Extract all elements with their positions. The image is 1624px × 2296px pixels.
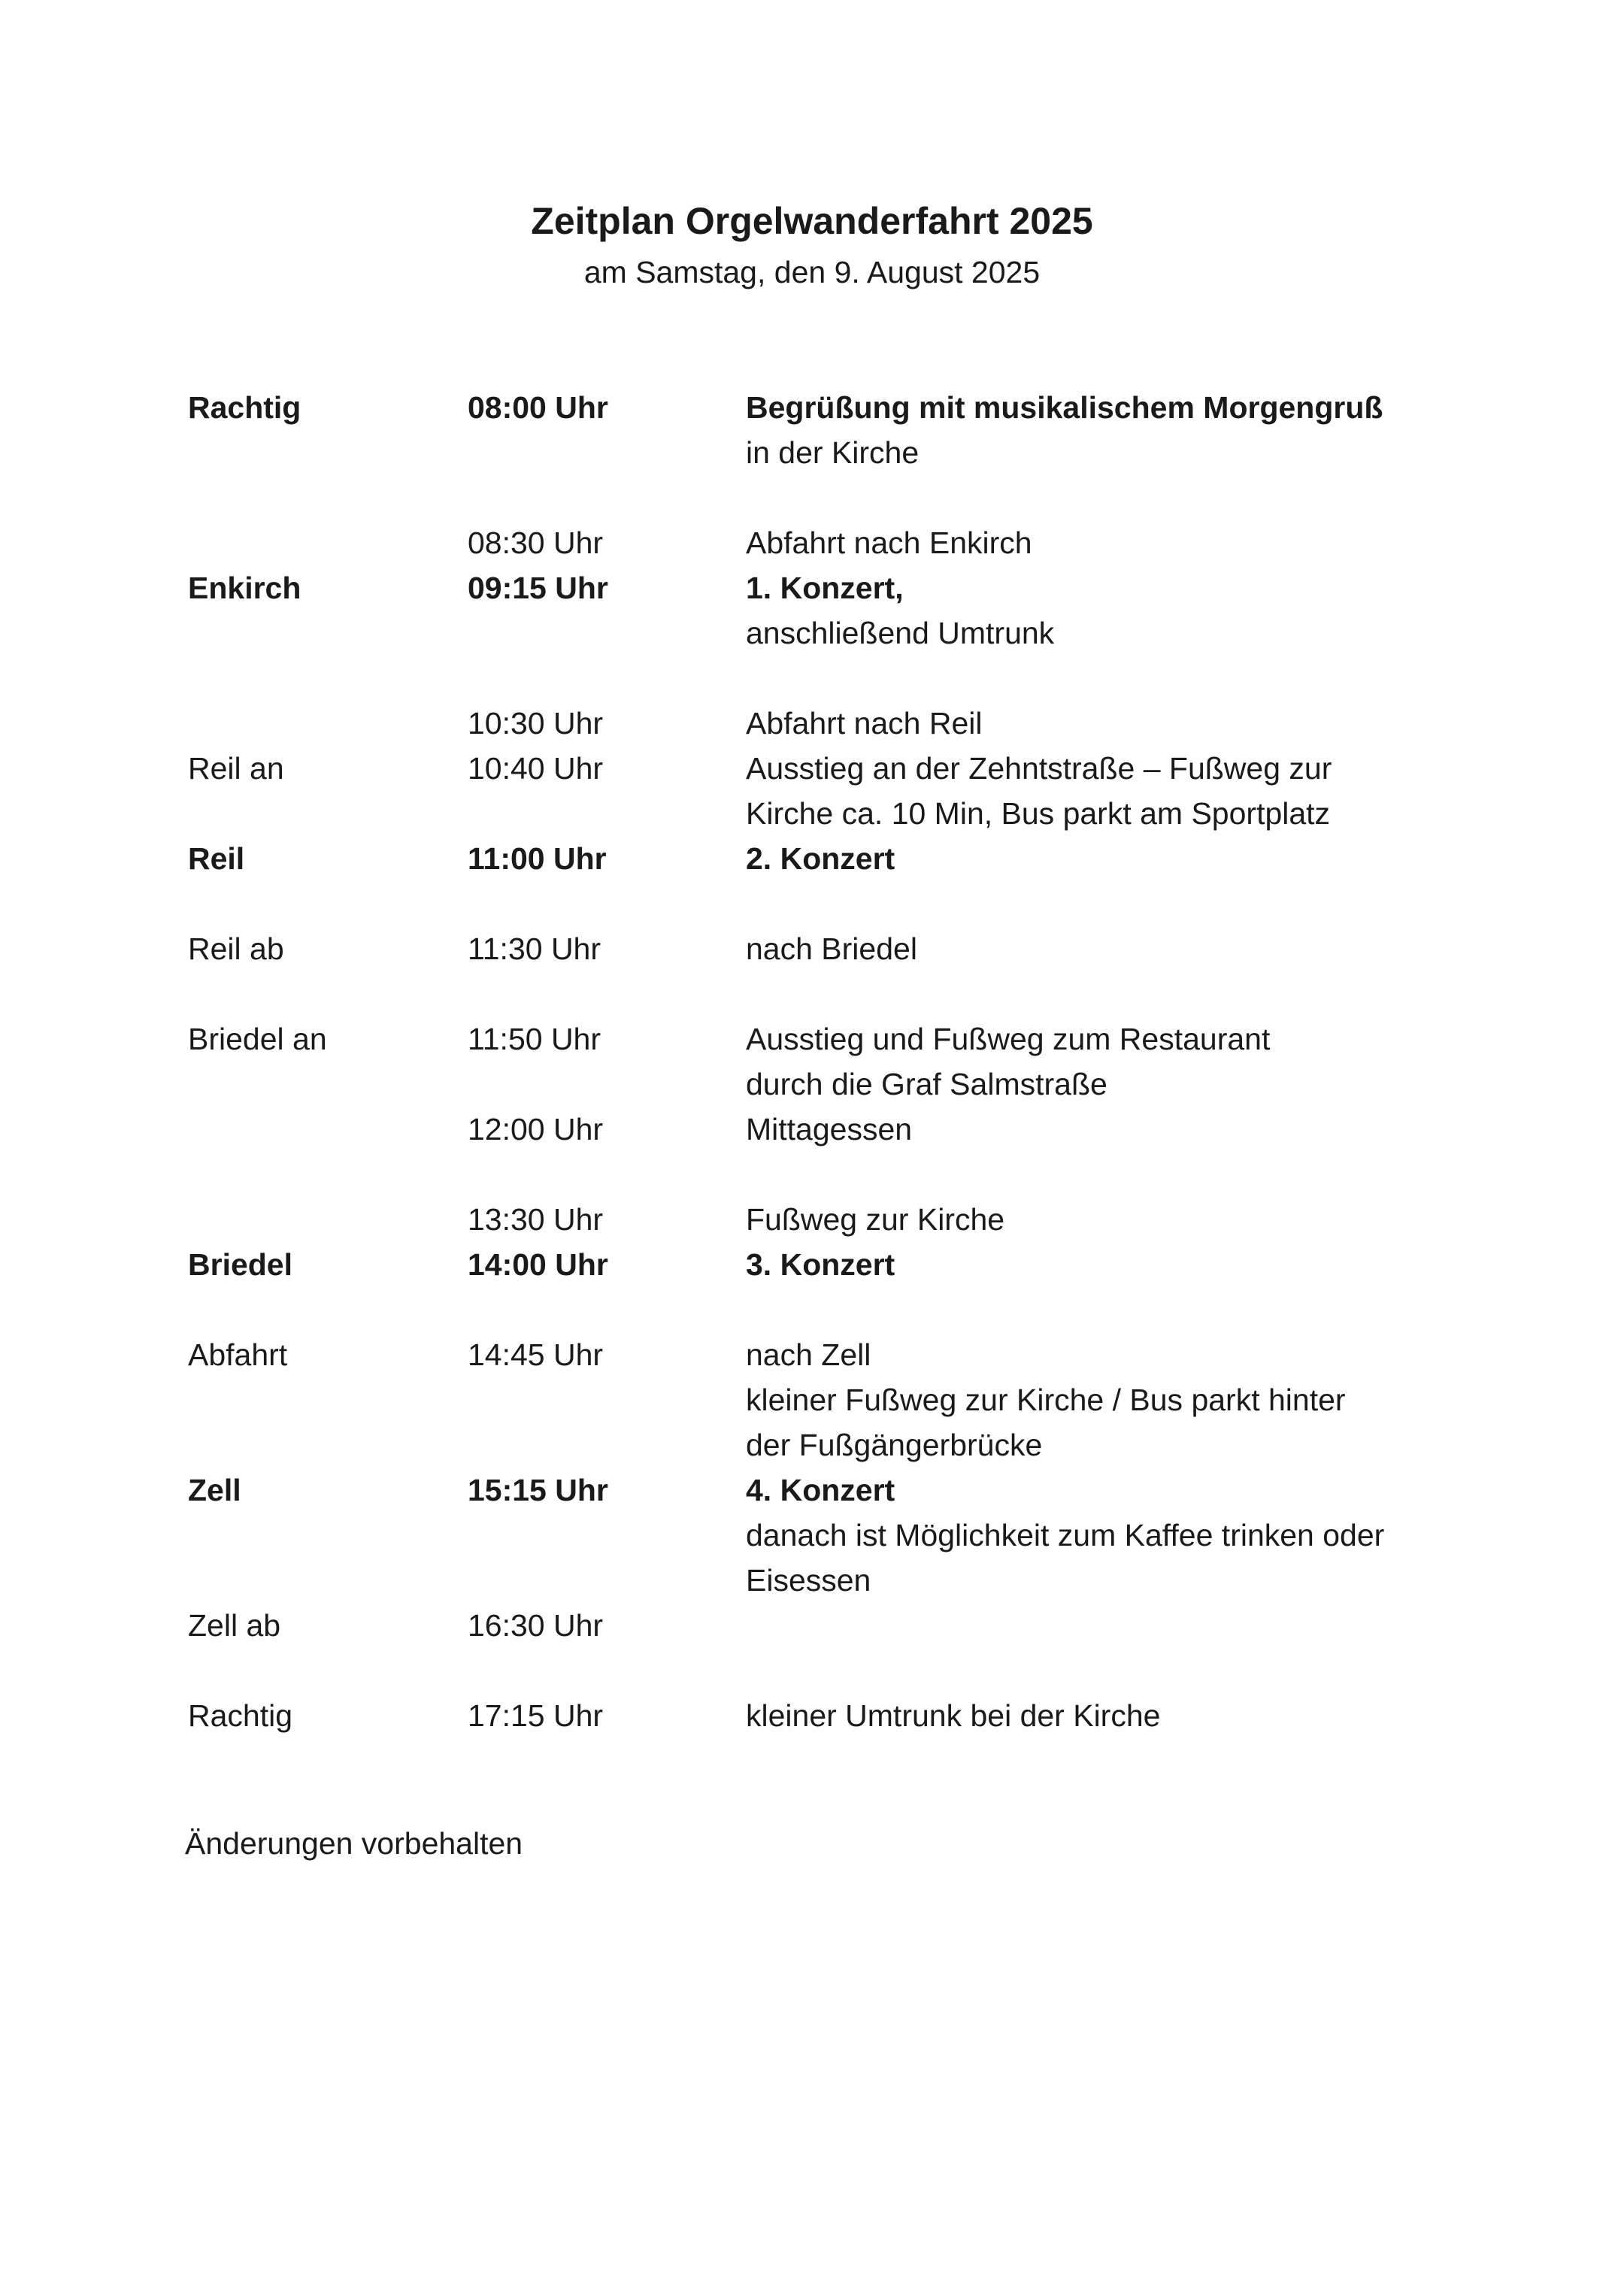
footer-note: Änderungen vorbehalten (185, 1826, 523, 1861)
schedule-description: 2. Konzert (746, 841, 895, 876)
schedule-place: Briedel (188, 1247, 292, 1282)
schedule-place: Rachtig (188, 390, 301, 425)
schedule-row (0, 1242, 1624, 1287)
schedule-time: 11:50 Uhr (468, 1022, 601, 1056)
schedule-place: Reil (188, 841, 245, 876)
schedule-row (0, 836, 1624, 881)
schedule-description: durch die Graf Salmstraße (746, 1067, 1107, 1101)
schedule-row (0, 1107, 1624, 1152)
schedule-row (0, 1377, 1624, 1422)
schedule-row (0, 1603, 1624, 1648)
schedule-time: 08:30 Uhr (468, 526, 604, 560)
schedule-description: nach Zell (746, 1337, 871, 1372)
schedule-time: 14:45 Uhr (468, 1337, 604, 1372)
schedule-row (0, 1062, 1624, 1107)
schedule-row (0, 1693, 1624, 1738)
schedule-description: Ausstieg an der Zehntstraße – Fußweg zur (746, 751, 1332, 786)
schedule-row (0, 520, 1624, 565)
schedule-row (0, 1197, 1624, 1242)
schedule-row (0, 610, 1624, 656)
schedule-place: Rachtig (188, 1698, 293, 1733)
schedule-row (0, 791, 1624, 836)
schedule-time: 17:15 Uhr (468, 1698, 604, 1733)
schedule-description: Kirche ca. 10 Min, Bus parkt am Sportplatz (746, 796, 1331, 831)
schedule-row (0, 430, 1624, 475)
schedule-row (0, 1468, 1624, 1513)
schedule-description: Begrüßung mit musikalischem Morgengruß (746, 390, 1383, 425)
schedule-description: in der Kirche (746, 435, 920, 470)
schedule-description: Ausstieg und Fußweg zum Restaurant (746, 1022, 1271, 1056)
schedule-description: Fußweg zur Kirche (746, 1202, 1005, 1237)
schedule-place: Reil an (188, 751, 284, 786)
schedule-description: nach Briedel (746, 931, 917, 966)
schedule-time: 10:30 Uhr (468, 706, 604, 741)
schedule-time: 10:40 Uhr (468, 751, 604, 786)
schedule-description: kleiner Fußweg zur Kirche / Bus parkt hinter (746, 1383, 1346, 1417)
schedule-row (0, 1513, 1624, 1558)
schedule-time: 11:00 Uhr (468, 841, 607, 876)
schedule-time: 08:00 Uhr (468, 390, 608, 425)
schedule-description: anschließend Umtrunk (746, 616, 1055, 650)
schedule-description: Abfahrt nach Reil (746, 706, 983, 741)
schedule-description: 1. Konzert, (746, 571, 904, 605)
schedule-time: 14:00 Uhr (468, 1247, 608, 1282)
schedule-place: Zell ab (188, 1608, 281, 1643)
schedule-description: Abfahrt nach Enkirch (746, 526, 1032, 560)
page-title: Zeitplan Orgelwanderfahrt 2025 (531, 200, 1093, 242)
schedule-row (0, 701, 1624, 746)
schedule-time: 11:30 Uhr (468, 931, 601, 966)
schedule-time: 15:15 Uhr (468, 1473, 608, 1507)
schedule-row (0, 926, 1624, 971)
schedule-row (0, 565, 1624, 610)
schedule-description: kleiner Umtrunk bei der Kirche (746, 1698, 1161, 1733)
schedule-time: 12:00 Uhr (468, 1112, 604, 1146)
schedule-place: Reil ab (188, 931, 284, 966)
schedule-place: Abfahrt (188, 1337, 288, 1372)
schedule-description: Eisessen (746, 1563, 871, 1598)
schedule-place: Enkirch (188, 571, 301, 605)
schedule-description: danach ist Möglichkeit zum Kaffee trinken oder (746, 1518, 1385, 1552)
schedule-row (0, 1422, 1624, 1468)
schedule-time: 16:30 Uhr (468, 1608, 604, 1643)
schedule-row (0, 1332, 1624, 1377)
schedule-row (0, 746, 1624, 791)
schedule-row (0, 1016, 1624, 1062)
schedule-description: der Fußgängerbrücke (746, 1428, 1043, 1462)
schedule-place: Zell (188, 1473, 241, 1507)
schedule-description: 4. Konzert (746, 1473, 895, 1507)
page-subtitle: am Samstag, den 9. August 2025 (583, 255, 1041, 289)
schedule-description: Mittagessen (746, 1112, 913, 1146)
schedule-place: Briedel an (188, 1022, 327, 1056)
schedule-description: 3. Konzert (746, 1247, 895, 1282)
schedule-time: 09:15 Uhr (468, 571, 608, 605)
schedule-time: 13:30 Uhr (468, 1202, 604, 1237)
schedule-row (0, 385, 1624, 430)
schedule-row (0, 1558, 1624, 1603)
